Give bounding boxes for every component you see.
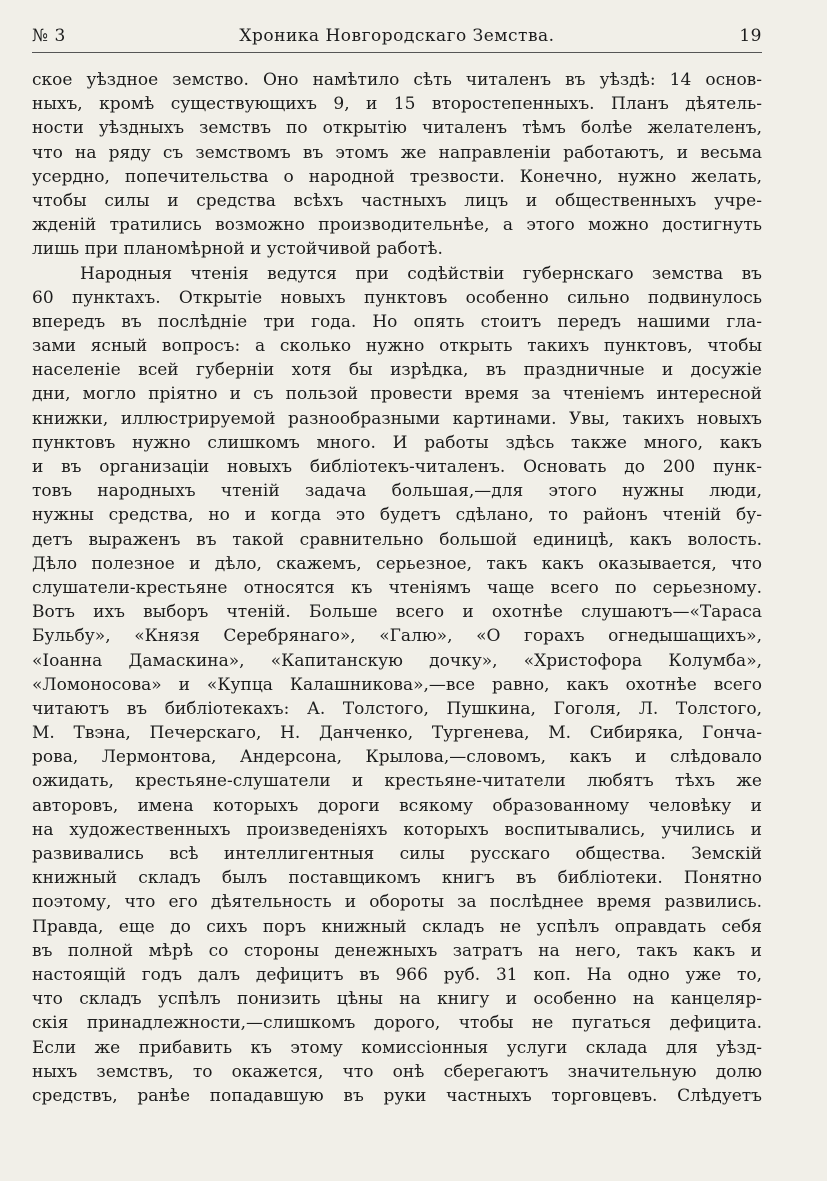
text-line: что складъ успѣлъ понизить цѣны на книгу и особенно на канцеляр- — [32, 989, 762, 1010]
text-line: что на ряду съ земствомъ въ этомъ же направленіи работаютъ, и весьма — [32, 142, 762, 163]
text-line: Народныя чтенія ведутся при содѣйствіи губернскаго земства въ — [80, 263, 762, 284]
text-line: ожидать, крестьяне-слушатели и крестьяне-читатели любятъ тѣхъ же — [32, 771, 762, 792]
text-line: поэтому, что его дѣятельность и обороты за послѣднее время развились. — [32, 892, 762, 913]
text-line: книжный складъ былъ поставщикомъ книгъ въ библіотеки. Понятно — [32, 868, 762, 889]
text-line: усердно, попечительства о народной трезвости. Конечно, нужно желать, — [32, 166, 762, 187]
text-line: Если же прибавить къ этому комиссіонныя услуги склада для уѣзд- — [32, 1037, 762, 1058]
text-line: нужны средства, но и когда это будетъ сдѣлано, то районъ чтеній бу- — [32, 505, 762, 526]
running-header — [32, 26, 762, 53]
text-line: рова, Лермонтова, Андерсона, Крылова,—словомъ, какъ и слѣдовало — [32, 747, 762, 768]
text-line: М. Твэна, Печерскаго, Н. Данченко, Тургенева, М. Сибиряка, Гонча- — [32, 723, 762, 744]
text-line: лишь при планомѣрной и устойчивой работѣ. — [32, 239, 443, 260]
text-line: 60 пунктахъ. Открытіе новыхъ пунктовъ особенно сильно подвинулось — [32, 287, 762, 308]
text-line: населеніе всей губерніи хотя бы изрѣдка, въ праздничные и досужіе — [32, 360, 762, 381]
text-line: ности уѣздныхъ земствъ по открытію читаленъ тѣмъ болѣе желателенъ, — [32, 118, 762, 139]
text-line: чтобы силы и средства всѣхъ частныхъ лицъ и общественныхъ учре- — [32, 190, 762, 211]
text-line: Дѣло полезное и дѣло, скажемъ, серьезное, такъ какъ оказывается, что — [32, 553, 762, 574]
text-line: жденій тратились возможно производительнѣе, а этого можно достигнуть — [32, 215, 762, 236]
text-line: ныхъ земствъ, то окажется, что онѣ сберегаютъ значительную долю — [32, 1061, 762, 1082]
text-line: скія принадлежности,—слишкомъ дорого, чтобы не пугаться дефицита. — [32, 1013, 762, 1034]
issue-number: № 3 — [32, 26, 66, 46]
text-line: «Іоанна Дамаскина», «Капитанскую дочку», «Христофора Колумба», — [32, 650, 762, 671]
text-line: зами ясный вопросъ: а сколько нужно открыть такихъ пунктовъ, чтобы — [32, 336, 762, 357]
text-line: на художественныхъ произведеніяхъ которыхъ воспитывались, учились и — [32, 819, 762, 840]
text-line: Вотъ ихъ выборъ чтеній. Больше всего и охотнѣе слушаютъ—«Тараса — [32, 602, 762, 623]
text-line: впередъ въ послѣдніе три года. Но опять стоитъ передъ нашими гла- — [32, 311, 762, 332]
article-body — [32, 68, 762, 1108]
text-line: развивались всѣ интеллигентныя силы русскаго общества. Земскій — [32, 844, 762, 864]
text-line: пунктовъ нужно слишкомъ много. И работы здѣсь также много, какъ — [32, 432, 762, 453]
text-line: Правда, еще до сихъ поръ книжный складъ не успѣлъ оправдать себя — [32, 916, 762, 937]
text-line: и въ организаціи новыхъ библіотекъ-читаленъ. Основать до 200 пунк- — [32, 457, 762, 477]
text-line: ское уѣздное земство. Оно намѣтило сѣть читаленъ въ уѣздѣ: 14 основ- — [32, 70, 762, 90]
text-line: детъ выраженъ въ такой сравнительно большой единицѣ, какъ волость. — [32, 529, 762, 550]
text-line: въ полной мѣрѣ со стороны денежныхъ затратъ на него, такъ какъ и — [32, 940, 762, 961]
text-line: ныхъ, кромѣ существующихъ 9, и 15 второстепенныхъ. Планъ дѣятель- — [32, 94, 762, 115]
text-line: читаютъ въ библіотекахъ: А. Толстого, Пушкина, Гоголя, Л. Толстого, — [32, 698, 762, 719]
text-line: слушатели-крестьяне относятся къ чтеніямъ чаще всего по серьезному. — [32, 577, 762, 598]
text-line: Бульбу», «Князя Серебрянаго», «Галю», «О горахъ огнедышащихъ», — [32, 626, 762, 647]
text-line: книжки, иллюстрируемой разнообразными картинами. Увы, такихъ новыхъ — [32, 408, 762, 429]
text-line: «Ломоносова» и «Купца Калашникова»,—все равно, какъ охотнѣе всего — [32, 674, 762, 695]
text-line: авторовъ, имена которыхъ дороги всякому образованному человѣку и — [32, 795, 762, 816]
text-line: настоящій годъ далъ дефицитъ въ 966 руб. 31 коп. На одно уже то, — [32, 964, 762, 985]
page-number: 19 — [739, 26, 762, 46]
journal-title: Хроника Новгородскаго Земства. — [239, 26, 555, 46]
text-line: товъ народныхъ чтеній задача большая,—для этого нужны люди, — [32, 481, 762, 502]
text-line: средствъ, ранѣе попадавшую въ руки частныхъ торговцевъ. Слѣдуетъ — [32, 1085, 762, 1106]
text-line: дни, могло пріятно и съ пользой провести время за чтеніемъ интересной — [32, 384, 762, 405]
